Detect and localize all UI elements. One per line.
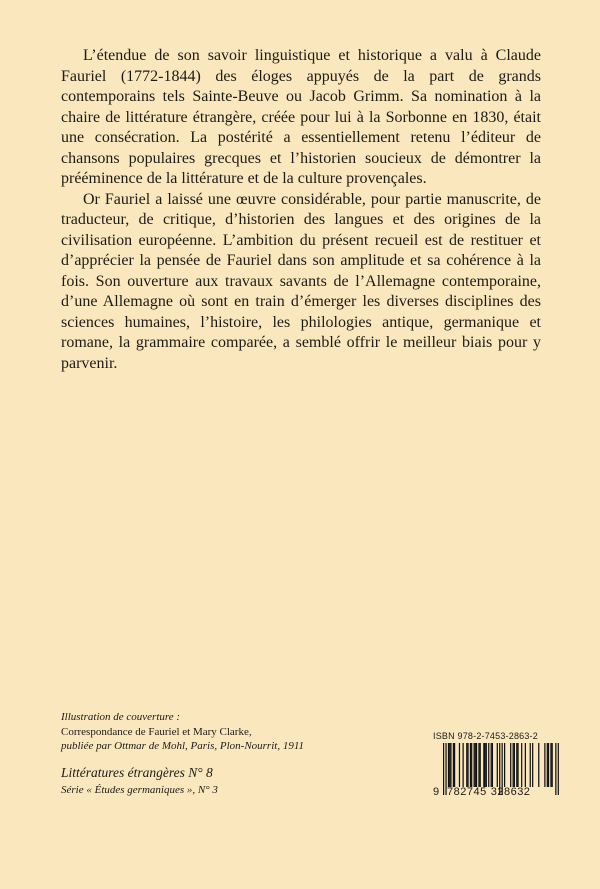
barcode-bar xyxy=(475,743,476,787)
barcode-bar xyxy=(448,743,449,787)
barcode-bar xyxy=(547,743,548,787)
barcode-bar xyxy=(471,743,472,787)
series-name: Littératures étrangères N° 8 xyxy=(61,765,213,780)
barcode-bar xyxy=(454,743,455,787)
barcode-bar xyxy=(513,743,514,787)
barcode-bar xyxy=(480,743,481,787)
barcode-bar xyxy=(514,743,515,787)
back-cover-blurb xyxy=(61,46,541,374)
barcode-left-group: 782745 xyxy=(447,786,487,798)
subseries-name: Série « Études germaniques », N° 3 xyxy=(61,784,218,796)
barcode-bar xyxy=(453,743,454,787)
barcode-digits xyxy=(433,786,561,798)
credit-line-1: Correspondance de Fauriel et Mary Clarke, xyxy=(61,725,252,738)
barcode-bar xyxy=(525,743,526,787)
barcode-bar xyxy=(510,743,511,787)
barcode-lead-digit: 9 xyxy=(433,786,440,798)
cover-illustration-credit xyxy=(61,710,361,754)
barcode-bar xyxy=(484,743,485,787)
barcode-bar xyxy=(497,743,498,787)
barcode-bar xyxy=(516,743,517,787)
barcode-bar xyxy=(521,743,522,787)
barcode-bar xyxy=(488,743,489,787)
barcode-bar xyxy=(491,743,492,787)
barcode-bar xyxy=(504,743,505,787)
barcode-bar xyxy=(478,743,479,787)
barcode-bar xyxy=(548,743,549,787)
barcode-bar xyxy=(532,743,533,787)
barcode-bar xyxy=(538,743,539,787)
barcode-bar xyxy=(467,743,468,787)
barcode-bar xyxy=(470,743,471,787)
barcode-bar xyxy=(552,743,553,787)
barcode-right-group: 328632 xyxy=(490,786,531,798)
barcode-bar xyxy=(530,743,531,787)
blurb-paragraph-2: Or Fauriel a laissé une œuvre considérable, pour partie manuscrite, de traducteur, de critique, d’historien des langues et des origines de la civilisation européenne. L’ambition du présent recueil est de restituer et d’apprécier la pensée de Fauriel dans son amplitude et sa cohérence à la fois. Son ouverture aux travaux savants de l’Allemagne contemporaine, d’une Allemagne où sont en train d’émerger les diverses disciplines des sciences humaines, l’histoire, les philologies antique, germanique et romane, la grammaire comparée, a semblé offrir le meilleur biais pour y parvenir. xyxy=(61,190,541,372)
credit-line-2: publiée par Ottmar de Mohl, Paris, Plon-Nourrit, 1911 xyxy=(61,740,305,752)
barcode-bar xyxy=(466,743,467,787)
barcode-bar xyxy=(463,743,464,787)
barcode-bar xyxy=(483,743,484,787)
barcode-bar xyxy=(459,743,460,787)
series-info xyxy=(61,764,361,798)
barcode-bar xyxy=(474,743,475,787)
isbn-barcode xyxy=(433,731,561,801)
barcode-bar xyxy=(550,743,551,787)
barcode-bar xyxy=(450,743,451,787)
blurb-paragraph-1: L’étendue de son savoir linguistique et historique a valu à Claude Fauriel (1772-1844) des éloges appuyés de la part de grands contemporains tels Sainte-Beuve ou Jacob Grimm. Sa nomination à la chaire de littérature étrangère, créée pour lui à la Sorbonne en 1830, était une consécration. La postérité a essentiellement retenu l’éditeur de chansons populaires grecques et l’historien soucieux de démontrer la prééminence de la littérature et de la culture provençales. xyxy=(61,47,541,187)
barcode-bar xyxy=(476,743,477,787)
credit-heading: Illustration de couverture : xyxy=(61,711,181,723)
barcode-bar xyxy=(517,743,518,787)
isbn-label: ISBN 978-2-7453-2863-2 xyxy=(433,731,538,741)
barcode-bar xyxy=(449,743,450,787)
barcode-bar xyxy=(486,743,487,787)
barcode-bar xyxy=(544,743,545,787)
barcode-bar xyxy=(492,743,493,787)
